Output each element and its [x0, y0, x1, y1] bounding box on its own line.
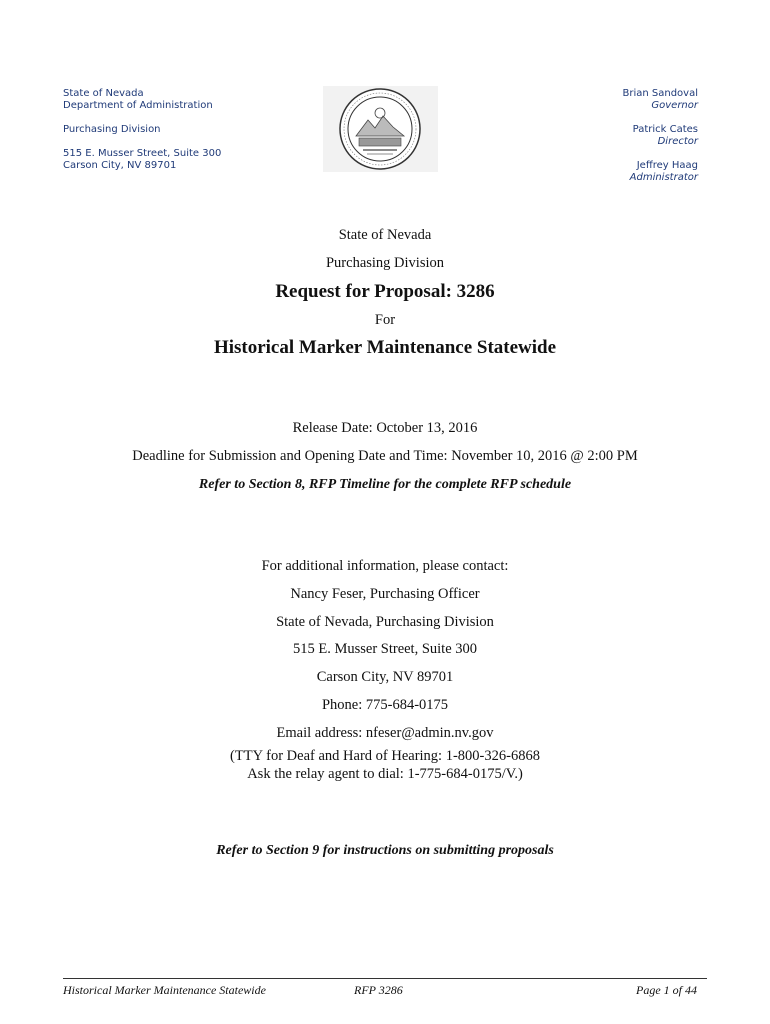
footer-project: Historical Marker Maintenance Statewide — [63, 983, 266, 997]
title-for: For — [374, 312, 396, 328]
address-line-1: 515 E. Musser Street, Suite 300 — [63, 148, 222, 159]
timeline-note: Refer to Section 8, RFP Timeline for the complete RFP schedule — [198, 477, 572, 492]
contact-relay: Ask the relay agent to dial: 1-775-684-0175/V.) — [247, 766, 523, 782]
contact-tty: (TTY for Deaf and Hard of Hearing: 1-800-326-6868 — [230, 748, 540, 764]
title-division: Purchasing Division — [325, 255, 444, 271]
governor-name: Brian Sandoval — [622, 88, 698, 99]
contact-org: State of Nevada, Purchasing Division — [276, 614, 494, 630]
project-title: Historical Marker Maintenance Statewide — [213, 337, 557, 358]
contact-email[interactable]: Email address: nfeser@admin.nv.gov — [276, 725, 494, 741]
letterhead-right — [498, 88, 698, 184]
contact-intro: For additional information, please contact: — [261, 558, 509, 574]
org-name: State of Nevada — [63, 88, 144, 99]
address-line-2: Carson City, NV 89701 — [63, 160, 177, 171]
submission-deadline: Deadline for Submission and Opening Date and Time: November 10, 2016 @ 2:00 PM — [132, 448, 638, 464]
contact-phone: Phone: 775-684-0175 — [321, 697, 449, 713]
letterhead-left — [63, 88, 283, 172]
title-state: State of Nevada — [338, 227, 432, 243]
release-date: Release Date: October 13, 2016 — [292, 420, 478, 436]
rfp-title: Request for Proposal: 3286 — [275, 281, 495, 302]
administrator-title: Administrator — [629, 172, 698, 183]
department-name: Department of Administration — [63, 100, 213, 111]
instructions-note: Refer to Section 9 for instructions on submitting proposals — [216, 843, 554, 858]
division-name: Purchasing Division — [63, 124, 161, 135]
contact-city: Carson City, NV 89701 — [316, 669, 454, 685]
director-title: Director — [657, 136, 698, 147]
administrator-name: Jeffrey Haag — [636, 160, 698, 171]
footer-divider — [63, 978, 707, 979]
footer-rfp-number: RFP 3286 — [354, 983, 403, 997]
contact-street: 515 E. Musser Street, Suite 300 — [292, 641, 478, 657]
governor-title: Governor — [651, 100, 698, 111]
contact-name: Nancy Feser, Purchasing Officer — [290, 586, 480, 602]
footer-page-number: Page 1 of 44 — [636, 983, 697, 997]
nevada-state-seal-icon — [323, 86, 438, 172]
director-name: Patrick Cates — [632, 124, 698, 135]
